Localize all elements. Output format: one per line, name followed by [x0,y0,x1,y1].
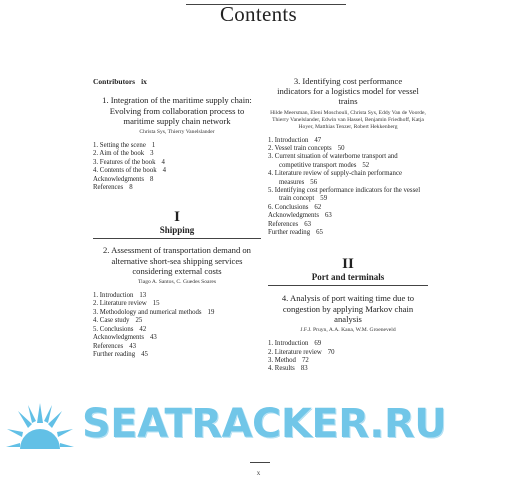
toc-entry-label: 4. Results [268,365,295,373]
toc-entry-label: 4. Contents of the book [93,167,157,175]
toc-entry-label: 3. Current situation of waterborne transport and competitive transport modes [268,153,398,169]
toc-entry-label: 5. Identifying cost performance indicators for the vessel train concept [268,187,421,203]
watermark-band [0,395,517,453]
toc-entry-label: 1. Introduction [268,136,309,144]
toc-entry-label: 1. Introduction [93,292,134,300]
part-2-title[interactable]: Port and terminals [311,272,385,283]
sun-icon [6,401,74,449]
toc-entry-page: 13 [139,292,147,300]
toc-entry-label: 4. Case study [93,317,130,325]
toc-entry-label: Acknowledgments [268,212,319,220]
toc-entry-label: 2. Vessel train concepts [268,145,332,153]
toc-entry-label: 2. Literature review [93,300,147,308]
chapter-3-authors: Hilde Meersman, Eleni Moschouli, Christa Sys, Eddy Van de Voorde, Thierry Vanelslander, Edwin van Hassel, Benjamin Friedhoff, Katja Hoyer, Matthias Tenzer, Robert Hekkenberg [270,109,426,130]
toc-entry[interactable] [93,176,261,184]
toc-entry-label: 5. Conclusions [93,325,134,333]
chapter-3-sections [268,137,428,238]
toc-entry[interactable] [93,184,261,192]
left-column [93,76,261,359]
toc-entry[interactable] [268,153,428,170]
chapter-3-title[interactable]: 3. Identifying cost performance indicators for a logistics model for vessel trains [277,76,419,107]
toc-entry-page: 50 [337,145,345,153]
toc-entry-page: 1 [151,142,156,150]
contributors-entry[interactable] [93,78,261,86]
toc-entry[interactable] [93,167,261,175]
chapter-1-sections [93,142,261,192]
toc-entry-page: 63 [304,220,311,228]
toc-entry-page: 52 [362,161,370,169]
toc-entry[interactable] [268,137,428,145]
toc-entry-page: 70 [327,348,335,356]
chapter-4-sections [268,340,428,374]
chapter-1-authors: Christa Sys, Thierry Vanelslander [139,129,215,136]
toc-entry-page: 42 [139,325,147,333]
toc-entry[interactable] [268,340,428,348]
toc-entry[interactable] [93,334,261,342]
contributors-page: ix [141,77,147,86]
page-title: Contents [219,2,298,26]
toc-entry-page: 59 [320,195,328,203]
chapter-2-authors: Tiago A. Santos, C. Guedes Soares [137,279,217,286]
toc-entry-page: 45 [141,350,148,358]
toc-entry[interactable] [93,343,261,351]
toc-entry[interactable] [268,365,428,373]
toc-entry-label: Further reading [268,229,311,237]
toc-entry-page: 62 [314,203,322,211]
toc-entry[interactable] [268,187,428,204]
toc-entry[interactable] [268,349,428,357]
part-1-numeral: I [174,209,180,226]
toc-entry-label: Acknowledgments [93,334,144,342]
chapter-4-authors: J.F.J. Pruyn, A.A. Kana, W.M. Groeneveld [300,327,396,334]
toc-entry-page: 3 [150,150,154,158]
toc-entry-label: 4. Literature review of supply-chain performance measures [268,170,402,186]
toc-entry[interactable] [93,326,261,334]
toc-entry-page: 43 [129,342,136,350]
page-number: x [256,469,261,477]
toc-entry-label: 2. Literature review [268,348,322,356]
toc-entry-label: 2. Aim of the book [93,150,145,158]
toc-entry[interactable] [268,221,428,229]
watermark-text: SEATRACKER.RU [82,401,447,447]
toc-entry-page: 63 [324,212,332,220]
toc-entry-label: 3. Methodology and numerical methods [93,308,202,316]
toc-entry-label: References [93,184,124,192]
toc-entry[interactable] [268,170,428,187]
toc-entry-label: Further reading [93,350,136,358]
contributors-label: Contributors [93,77,136,86]
toc-entry-label: References [268,220,299,228]
part-1-title[interactable]: Shipping [159,225,195,236]
toc-entry-page: 4 [161,158,165,166]
toc-entry-page: 43 [149,334,157,342]
toc-entry-label: References [93,342,124,350]
toc-entry-label: 3. Method [268,356,296,364]
toc-entry[interactable] [93,351,261,359]
chapter-2-sections [93,292,261,359]
chapter-2-title[interactable]: 2. Assessment of transportation demand on alternative short-sea shipping services considering external costs [103,245,251,276]
toc-entry-page: 8 [149,175,154,183]
toc-entry[interactable] [93,300,261,308]
toc-entry-page: 25 [135,317,143,325]
right-column [268,76,428,374]
part-2-numeral: II [342,256,354,273]
toc-entry-page: 8 [129,184,133,192]
toc-entry[interactable] [268,204,428,212]
toc-entry-label: 1. Setting the scene [93,142,146,150]
toc-entry-page: 15 [152,300,160,308]
toc-entry[interactable] [93,292,261,300]
bottom-rule [250,462,270,463]
toc-entry[interactable] [268,229,428,237]
toc-entry-label: 3. Features of the book [93,158,156,166]
toc-entry[interactable] [93,317,261,325]
toc-entry-label: Acknowledgments [93,175,144,183]
chapter-4-title[interactable]: 4. Analysis of port waiting time due to congestion by applying Markov chain analysis [281,293,415,324]
toc-entry[interactable] [268,357,428,365]
toc-entry[interactable] [268,212,428,220]
toc-entry[interactable] [93,150,261,158]
toc-entry[interactable] [93,142,261,150]
toc-entry-page: 56 [310,178,318,186]
chapter-1-title[interactable]: 1. Integration of the maritime supply chain: Evolving from collaboration process to maritime supply chain network [102,95,252,126]
toc-entry-page: 19 [207,308,215,316]
toc-entry-page: 65 [316,229,323,237]
toc-entry-page: 69 [314,340,322,348]
toc-entry[interactable] [93,309,261,317]
toc-entry-label: 6. Conclusions [268,203,309,211]
toc-entry-page: 72 [301,356,309,364]
toc-entry-label: 1. Introduction [268,340,309,348]
toc-entry-page: 47 [314,136,322,144]
toc-entry[interactable] [93,159,261,167]
toc-entry-page: 4 [162,167,167,175]
toc-entry[interactable] [268,145,428,153]
toc-entry-page: 83 [300,365,308,373]
